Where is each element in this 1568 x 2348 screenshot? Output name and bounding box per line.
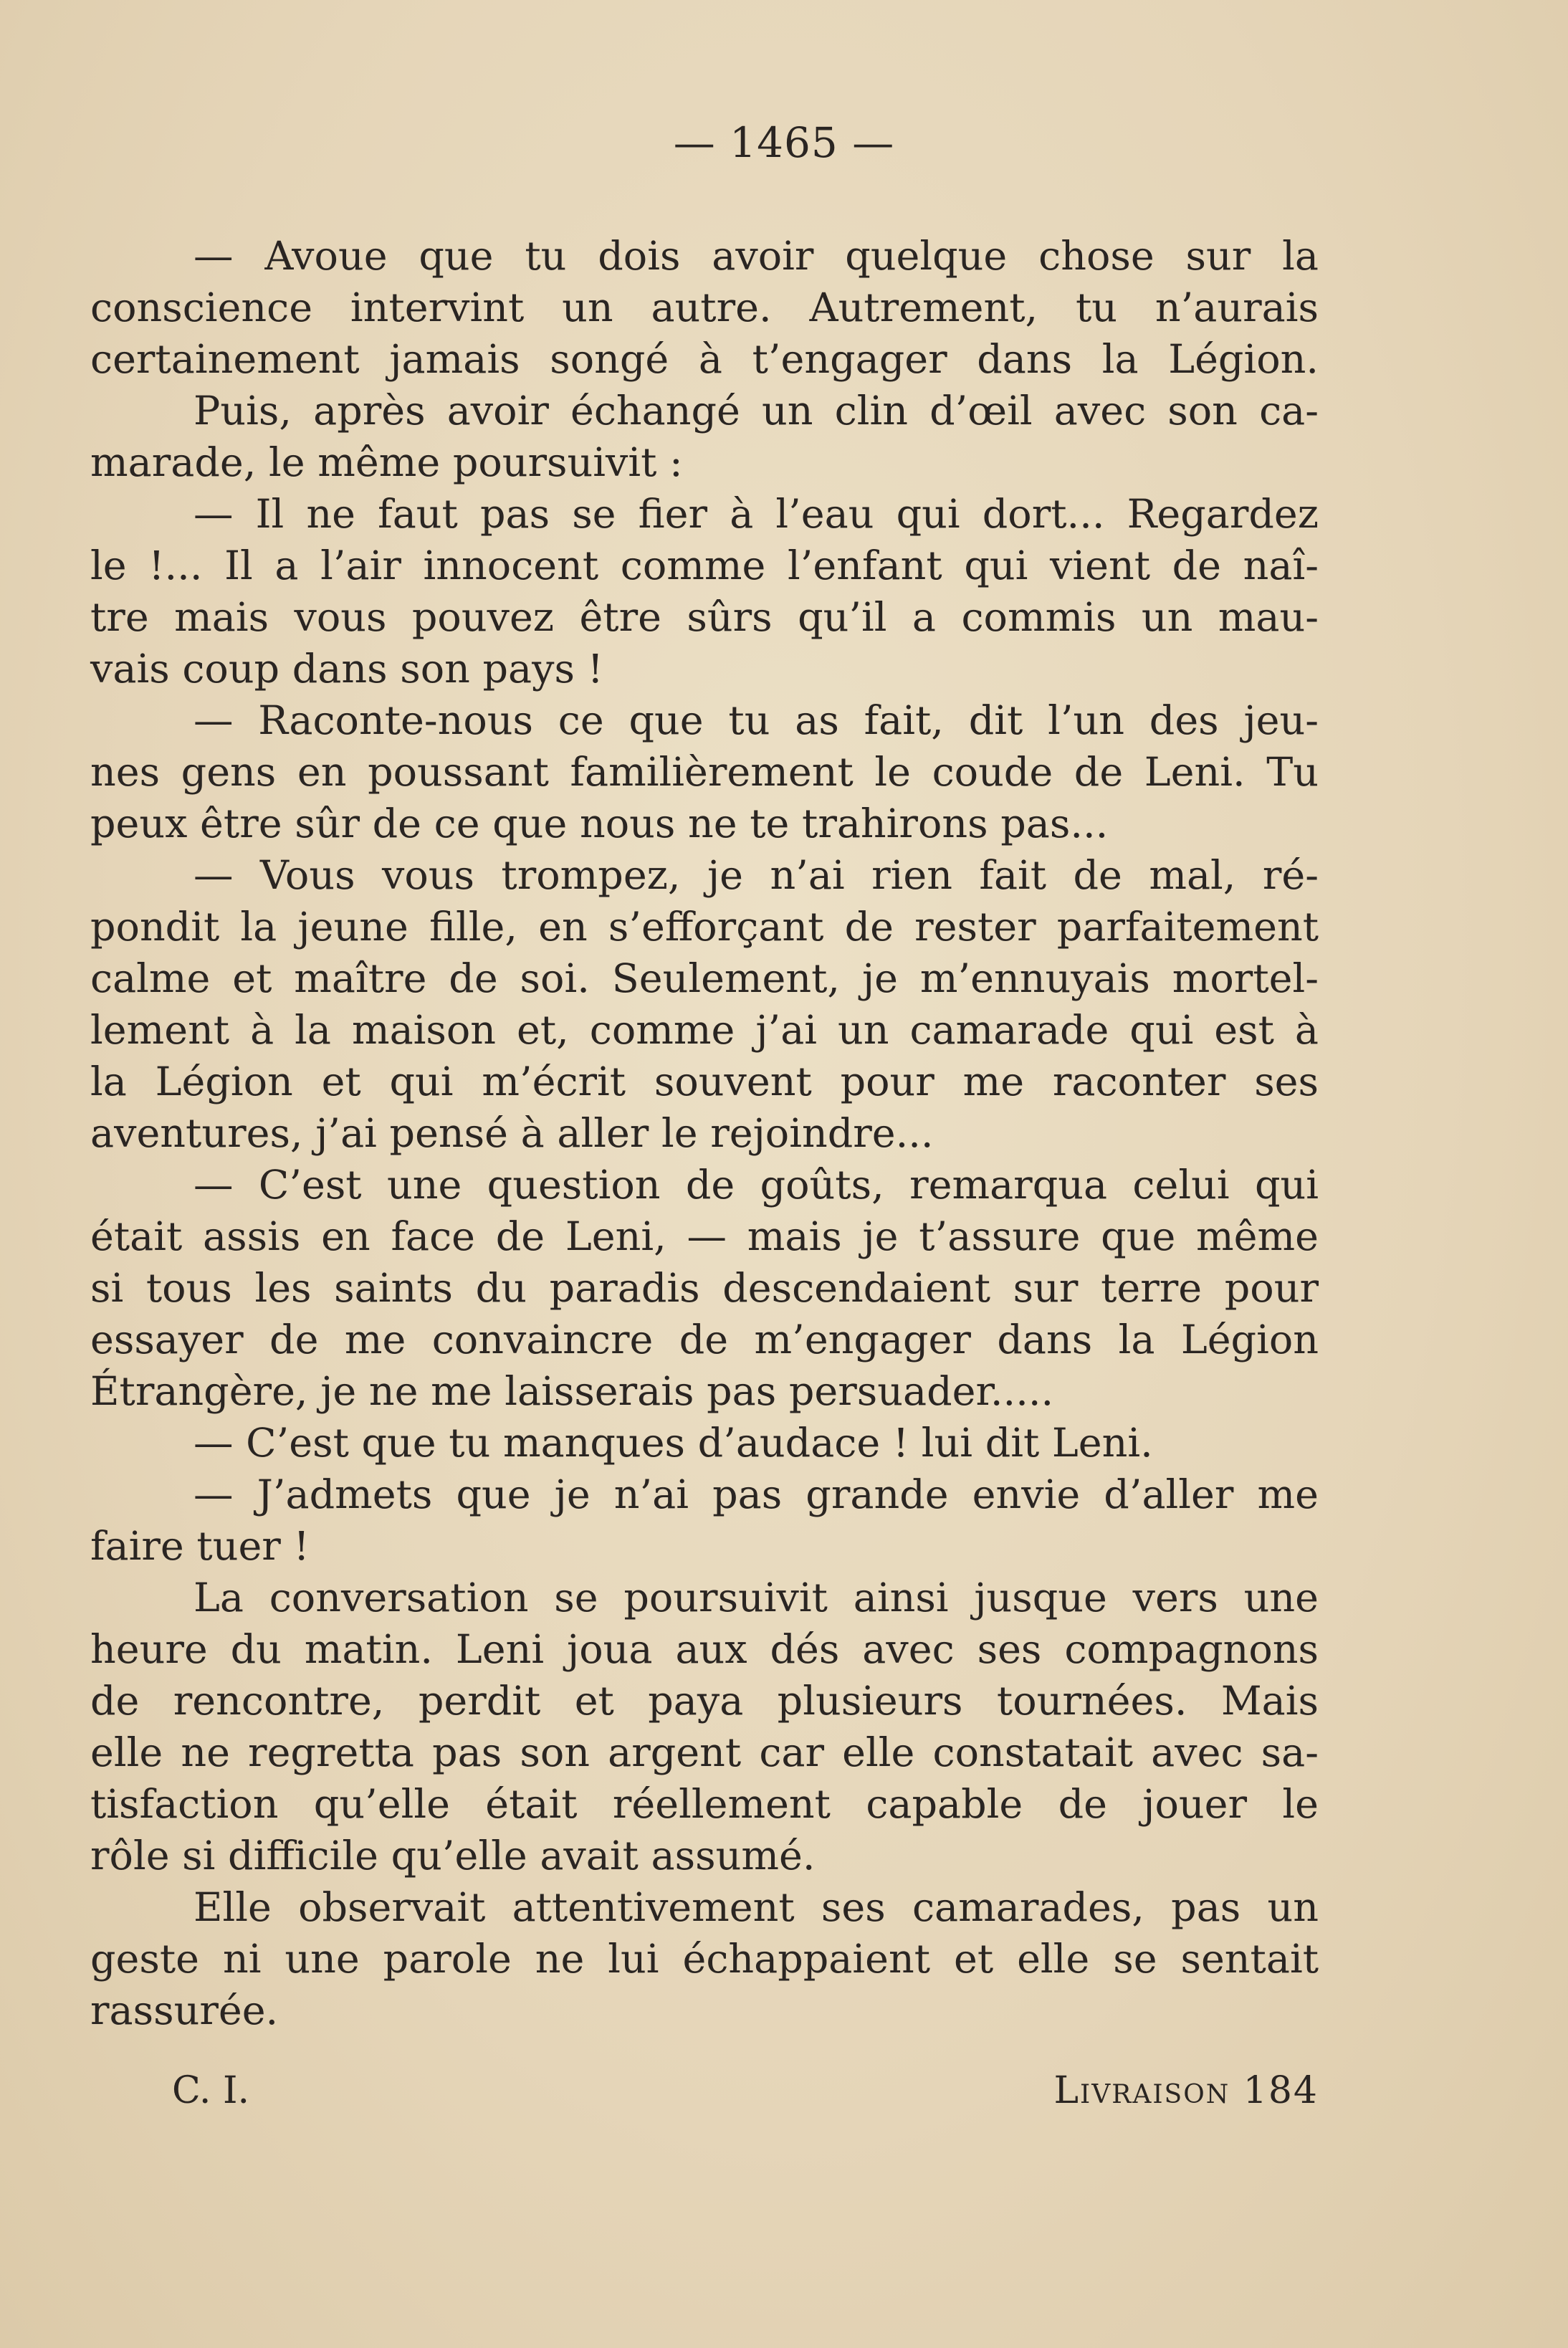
text-line: lement à la maison et, comme j’ai un camarade qui est à (90, 1007, 1319, 1054)
text-line: — Vous vous trompez, je n’ai rien fait de mal, ré- (193, 852, 1319, 899)
text-line: marade, le même poursuivit : (90, 439, 683, 486)
text-line: calme et maître de soi. Seulement, je m’ennuyais mortel- (90, 955, 1319, 1002)
text-line: La conversation se poursuivit ainsi jusque vers une (193, 1575, 1319, 1621)
text-line: essayer de me convaincre de m’engager dans la Légion (90, 1317, 1319, 1363)
text-line: — Avoue que tu dois avoir quelque chose sur la (193, 233, 1319, 280)
text-line: certainement jamais songé à t’engager dans la Légion. (90, 336, 1319, 383)
body-text (90, 231, 1319, 2037)
text-line: tre mais vous pouvez être sûrs qu’il a commis un mau- (90, 594, 1319, 641)
text-line: Étrangère, je ne me laisserais pas persuader..... (90, 1368, 1054, 1415)
page-footer (90, 2066, 1319, 2116)
footer-livraison: Livraison 184 (1053, 2069, 1319, 2112)
text-line: était assis en face de Leni, — mais je t’assure que même (90, 1213, 1319, 1260)
text-line: de rencontre, perdit et paya plusieurs tournées. Mais (90, 1678, 1319, 1724)
text-line: Elle observait attentivement ses camarades, pas un (193, 1884, 1319, 1931)
text-line: Puis, après avoir échangé un clin d’œil avec son ca- (193, 388, 1319, 434)
text-line: heure du matin. Leni joua aux dés avec ses compagnons (90, 1626, 1319, 1673)
text-line: la Légion et qui m’écrit souvent pour me raconter ses (90, 1059, 1319, 1105)
text-line: — J’admets que je n’ai pas grande envie d’aller me (193, 1471, 1319, 1518)
text-line: — C’est que tu manques d’audace ! lui dit Leni. (193, 1420, 1153, 1466)
text-line: — Il ne faut pas se fier à l’eau qui dort... Regardez (193, 491, 1319, 538)
text-line: faire tuer ! (90, 1523, 310, 1570)
page-number: — 1465 — (673, 118, 895, 167)
text-line: rassurée. (90, 1987, 279, 2034)
text-line: nes gens en poussant familièrement le coude de Leni. Tu (90, 749, 1319, 796)
text-line: — C’est une question de goûts, remarqua celui qui (193, 1162, 1319, 1208)
text-line: si tous les saints du paradis descendaient sur terre pour (90, 1265, 1319, 1312)
text-line: aventures, j’ai pensé à aller le rejoindre... (90, 1110, 934, 1157)
text-line: peux être sûr de ce que nous ne te trahirons pas... (90, 801, 1109, 847)
text-line: le !... Il a l’air innocent comme l’enfant qui vient de naî- (90, 543, 1319, 589)
text-line: tisfaction qu’elle était réellement capable de jouer le (90, 1781, 1319, 1828)
text-line: elle ne regretta pas son argent car elle constatait avec sa- (90, 1729, 1319, 1776)
text-line: — Raconte-nous ce que tu as fait, dit l’un des jeu- (193, 697, 1319, 744)
text-line: conscience intervint un autre. Autrement, tu n’aurais (90, 285, 1319, 331)
footer-signature-mark: C. I. (172, 2069, 250, 2112)
text-line: vais coup dans son pays ! (90, 646, 603, 692)
text-line: geste ni une parole ne lui échappaient et elle se sentait (90, 1936, 1319, 1982)
text-line: rôle si difficile qu’elle avait assumé. (90, 1833, 816, 1879)
text-line: pondit la jeune fille, en s’efforçant de rester parfaitement (90, 904, 1319, 950)
